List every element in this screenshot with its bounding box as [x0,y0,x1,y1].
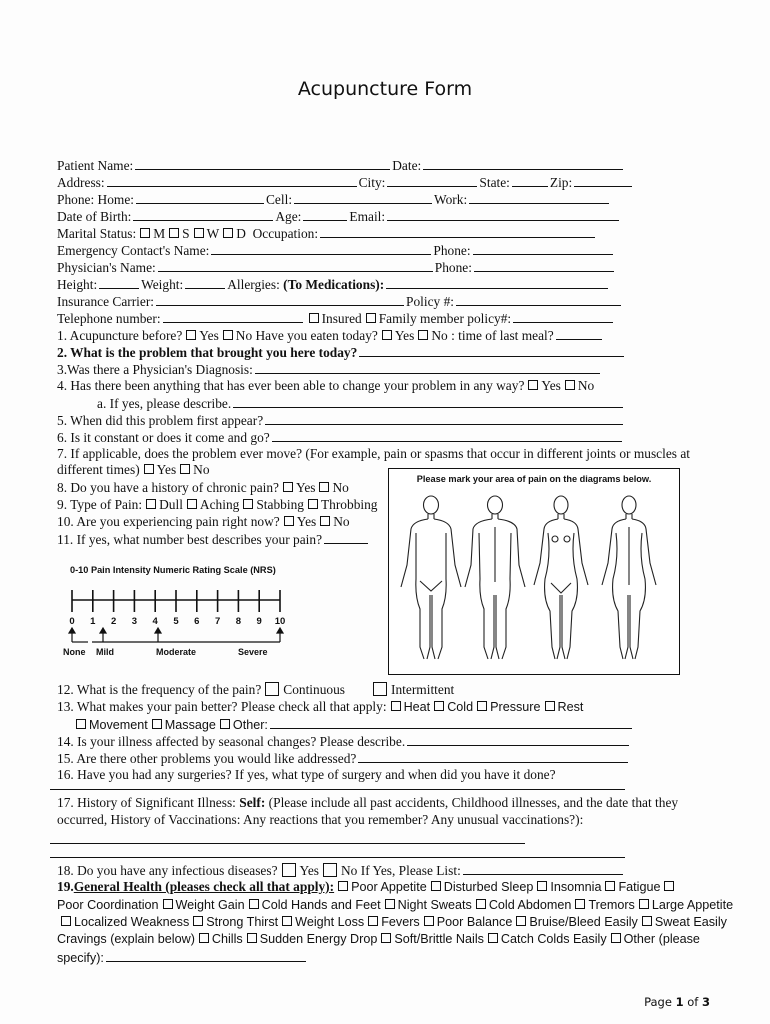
family-policy-field[interactable] [513,310,613,323]
telephone-number-field[interactable] [163,310,303,323]
q10-label: 10. Are you experiencing pain right now? [57,514,280,529]
specify-field[interactable] [106,949,306,962]
row-q17c [57,812,737,828]
male-front-figure[interactable] [401,496,461,659]
q4a-field[interactable] [233,395,623,408]
nrs-number-1: 1 [90,616,96,627]
large-appetite-label: Large Appetite [651,898,734,912]
nrs-label-severe: Severe [238,647,268,657]
label-insured: Insured [321,311,362,326]
label-physician-phone: Phone: [434,260,472,275]
last-meal-field[interactable] [556,327,602,340]
policy-field[interactable] [456,293,621,306]
q7-no-label: No [193,462,210,477]
marital-s-checkbox[interactable] [169,228,179,238]
q10-yes-label: Yes [296,514,317,529]
row-marital [57,225,737,241]
q1-label: 1. Acupuncture before? [57,328,183,343]
catch-colds-checkbox[interactable] [488,933,498,943]
q17-answer-line-2[interactable] [50,857,625,858]
q1-last-meal-label: : time of last meal? [451,328,554,343]
strong-thirst-label: Strong Thirst [206,915,279,929]
row-q19c [57,914,737,930]
fatigue-checkbox[interactable] [605,881,615,891]
pain-stabbing-checkbox[interactable] [243,499,253,509]
work-field[interactable] [469,191,609,204]
row-address [57,174,737,190]
nrs-number-5: 5 [173,616,179,627]
fevers-label: Fevers [381,915,420,929]
cell-field[interactable] [294,191,432,204]
tremors-checkbox[interactable] [575,899,585,909]
movement-label: Movement [89,718,148,732]
chills-label: Chills [211,932,243,946]
nrs-number-9: 9 [256,616,262,627]
q13-label: 13. What makes your pain better? Please check all that apply: [57,699,387,714]
row-q19b [57,897,737,913]
q8-label: 8. Do you have a history of chronic pain? [57,480,279,495]
q3-label: 3.Was there a Physician's Diagnosis: [57,362,253,377]
q9-label: 9. Type of Pain: [57,497,143,512]
q8-yes-checkbox[interactable] [283,482,293,492]
weight-loss-label: Weight Loss [295,915,365,929]
q4-label: 4. Has there been anything that has ever been able to change your problem in any way? [57,378,525,393]
label-emergency-phone: Phone: [433,243,471,258]
other-field[interactable] [270,716,632,729]
label-age: Age: [275,209,302,224]
q5-field[interactable] [265,412,623,425]
q18-list-field[interactable] [463,862,623,875]
row-q1 [57,327,737,343]
q4-no-label: No [577,378,595,393]
label-marital-m: M [153,226,166,241]
cold-abdomen-label: Cold Abdomen [488,898,572,912]
fatigue-label: Fatigue [618,880,661,894]
page-of: of [687,995,699,1009]
label-to-medications: (To Medications): [283,277,385,292]
page-number [644,995,710,1009]
page-current: 1 [675,995,684,1009]
nrs-label-mild: Mild [96,647,114,657]
form-title: Acupuncture Form [297,78,473,100]
label-telephone-number: Telephone number: [57,311,161,326]
pressure-label: Pressure [490,700,541,714]
bruise-bleed-checkbox[interactable] [516,916,526,926]
bruise-bleed-label: Bruise/Bleed Easily [529,915,638,929]
sudden-energy-drop-label: Sudden Energy Drop [259,932,378,946]
heat-checkbox[interactable] [391,701,401,711]
q10-no-label: No [333,514,350,529]
row-q6 [57,429,737,445]
q2-field[interactable] [359,344,624,357]
weight-field[interactable] [185,276,225,289]
pain-diagram-box[interactable] [388,468,680,675]
massage-label: Massage [164,718,216,732]
occupation-field[interactable] [320,225,595,238]
cold-abdomen-checkbox[interactable] [476,899,486,909]
row-q3 [57,361,737,377]
nrs-label-none: None [63,647,86,657]
q3-field[interactable] [255,361,600,374]
q16-label: 16. Have you had any surgeries? If yes, what type of surgery and when did you have it done? [57,767,556,782]
pain-aching-checkbox[interactable] [187,499,197,509]
row-q16 [57,767,737,783]
row-q19d [57,931,737,947]
nrs-number-4: 4 [152,616,158,627]
q18-yes-checkbox[interactable] [282,863,296,877]
pain-stabbing-label: Stabbing [256,497,304,512]
q6-label: 6. Is it constant or does it come and go? [57,430,270,445]
disturbed-sleep-checkbox[interactable] [431,881,441,891]
date-field[interactable] [423,157,623,170]
row-q13 [57,699,737,715]
soft-brittle-nails-label: Soft/Brittle Nails [394,932,484,946]
nrs-title: 0-10 Pain Intensity Numeric Rating Scale (NRS) [70,565,276,575]
state-field[interactable] [512,174,548,187]
insomnia-checkbox[interactable] [537,881,547,891]
label-physician-name: Physician's Name: [57,260,156,275]
label-dob: Date of Birth: [57,209,132,224]
q10-yes-checkbox[interactable] [284,516,294,526]
row-q10 [57,514,377,530]
night-sweats-label: Night Sweats [397,898,472,912]
q2-label: 2. What is the problem that brought you here today? [57,345,358,360]
height-field[interactable] [99,276,139,289]
row-q12 [57,682,737,698]
label-occupation: Occupation: [252,226,319,241]
row-emergency [57,242,737,258]
dob-field[interactable] [133,208,273,221]
row-q5 [57,412,737,428]
q7-yes-label: Yes [156,462,177,477]
intermittent-label: Intermittent [391,682,455,697]
family-member-checkbox[interactable] [366,313,376,323]
chills-checkbox[interactable] [199,933,209,943]
weight-gain-checkbox[interactable] [163,899,173,909]
row-dob [57,208,737,224]
localized-weakness-checkbox[interactable] [61,916,71,926]
label-weight: Weight: [141,277,184,292]
row-q17 [57,795,737,811]
nrs-number-0: 0 [69,616,75,627]
intermittent-checkbox[interactable] [373,682,387,696]
poor-balance-checkbox[interactable] [424,916,434,926]
heat-label: Heat [403,700,431,714]
row-q18 [57,862,737,878]
q1-eaten-yes-label: Yes [394,328,415,343]
label-state: State: [479,175,510,190]
q18-yes-label: Yes [299,863,319,878]
address-field[interactable] [107,174,357,187]
nrs-bracket-arrows [69,628,283,642]
page-label: Page [644,995,672,1009]
q6-field[interactable] [272,429,622,442]
q11-label: 11. If yes, what number best describes your pain? [57,532,323,547]
q4-no-checkbox[interactable] [565,380,575,390]
label-allergies: Allergies: [227,277,280,292]
q17-instructions: (Please include all past accidents, Childhood illnesses, and the date that they [268,795,679,810]
label-address: Address: [57,175,105,190]
continuous-label: Continuous [283,682,346,697]
q4-yes-label: Yes [541,378,561,393]
poor-coordination-label: Poor Coordination [57,898,159,912]
q7-no-checkbox[interactable] [180,464,190,474]
cravings-label: Cravings (explain below) [57,932,195,946]
specify-label: specify): [57,951,104,965]
fevers-checkbox[interactable] [368,916,378,926]
massage-checkbox[interactable] [152,719,162,729]
phone-home-field[interactable] [136,191,264,204]
cold-hands-feet-label: Cold Hands and Feet [261,898,381,912]
marital-m-checkbox[interactable] [140,228,150,238]
label-marital-w: W [206,226,220,241]
other-health-checkbox[interactable] [611,933,621,943]
q11-field[interactable] [324,531,368,544]
patient-name-field[interactable] [135,157,390,170]
label-work: Work: [434,192,468,207]
poor-appetite-label: Poor Appetite [351,880,427,894]
nrs-number-7: 7 [214,616,221,627]
label-family-policy: Family member policy#: [378,311,512,326]
poor-appetite-checkbox[interactable] [338,881,348,891]
q1-eaten-no-checkbox[interactable] [418,330,428,340]
label-cell: Cell: [266,192,293,207]
physician-name-field[interactable] [158,259,433,272]
female-back-figure[interactable] [602,496,656,659]
q7-label: 7. If applicable, does the problem ever move? (For example, pain or spasms that occur in different joints or muscles at [57,446,691,461]
poor-coordination-checkbox[interactable] [664,881,674,891]
insomnia-label: Insomnia [550,880,602,894]
row-phone [57,191,737,207]
label-marital-status: Marital Status: [57,226,137,241]
physician-phone-field[interactable] [474,259,614,272]
row-q14 [57,733,737,749]
q1-no-checkbox[interactable] [223,330,233,340]
tremors-label: Tremors [588,898,635,912]
emergency-phone-field[interactable] [473,242,613,255]
q14-label: 14. Is your illness affected by seasonal changes? Please describe. [57,734,406,749]
nrs-label-moderate: Moderate [156,647,197,657]
marital-d-checkbox[interactable] [223,228,233,238]
continuous-checkbox[interactable] [265,682,279,696]
nrs-scale [58,580,308,660]
row-insurance [57,293,737,309]
q1-yes-checkbox[interactable] [186,330,196,340]
cold-label: Cold [447,700,474,714]
row-q7 [57,446,737,462]
nrs-number-8: 8 [235,616,242,627]
q10-no-checkbox[interactable] [320,516,330,526]
q7b-label: different times) [57,462,140,477]
row-telephone [57,310,737,326]
q1-eaten-label: Have you eaten today? [255,328,378,343]
insurance-carrier-field[interactable] [156,293,404,306]
rest-checkbox[interactable] [545,701,555,711]
nrs-number-2: 2 [110,616,117,627]
female-front-figure[interactable] [534,496,588,659]
label-city: City: [358,175,386,190]
label-policy: Policy #: [406,294,455,309]
q8-yes-label: Yes [296,480,316,495]
emergency-contact-field[interactable] [211,242,431,255]
q19-heading: General Health (pleases check all that apply): [73,879,335,894]
label-marital-d: D [236,226,246,241]
q5-label: 5. When did this problem first appear? [57,413,264,428]
email-field[interactable] [387,208,619,221]
label-insurance-carrier: Insurance Carrier: [57,294,155,309]
city-field[interactable] [387,174,477,187]
cold-checkbox[interactable] [434,701,444,711]
label-emergency-contact: Emergency Contact's Name: [57,243,210,258]
q1-eaten-no-label: No [431,328,448,343]
sweat-easily-checkbox[interactable] [642,916,652,926]
q18-no-label: No [341,863,358,878]
q12-label: 12. What is the frequency of the pain? [57,682,262,697]
q18-label: 18. Do you have any infectious diseases? [57,863,278,878]
label-height: Height: [57,277,98,292]
row-height-weight [57,276,737,292]
allergies-field[interactable] [386,276,608,289]
disturbed-sleep-label: Disturbed Sleep [443,880,534,894]
page-total: 3 [701,995,710,1009]
large-appetite-checkbox[interactable] [639,899,649,909]
q1-eaten-yes-checkbox[interactable] [382,330,392,340]
soft-brittle-nails-checkbox[interactable] [381,933,391,943]
row-q4a [57,395,770,411]
weight-gain-label: Weight Gain [175,898,245,912]
body-diagrams[interactable] [389,487,679,672]
q4-yes-checkbox[interactable] [528,380,538,390]
nrs-number-10: 10 [274,616,286,627]
poor-balance-label: Poor Balance [436,915,513,929]
other-checkbox[interactable] [220,719,230,729]
other-label: Other: [232,718,268,732]
sudden-energy-drop-checkbox[interactable] [247,933,257,943]
pain-throbbing-checkbox[interactable] [308,499,318,509]
q7-yes-checkbox[interactable] [144,464,154,474]
row-q19 [57,879,737,895]
q1-no-label: No [235,328,253,343]
row-physician [57,259,737,275]
label-zip: Zip: [549,175,573,190]
insured-checkbox[interactable] [309,313,319,323]
rest-label: Rest [557,700,584,714]
pressure-checkbox[interactable] [477,701,487,711]
age-field[interactable] [303,208,347,221]
q8-no-checkbox[interactable] [319,482,329,492]
other-health-label: Other (please [623,932,700,946]
label-date: Date: [392,158,422,173]
q18-list-label: If Yes, Please List: [360,863,461,878]
label-phone-home: Phone: Home: [57,192,134,207]
row-q19e [57,949,737,965]
sweat-easily-label: Sweat Easily [654,915,727,929]
pain-aching-label: Aching [199,497,240,512]
zip-field[interactable] [574,174,632,187]
q15-field[interactable] [358,750,628,763]
marital-w-checkbox[interactable] [194,228,204,238]
row-q15 [57,750,737,766]
cold-hands-feet-checkbox[interactable] [249,899,259,909]
row-q2 [57,344,737,360]
q4a-label: a. If yes, please describe. [97,396,232,411]
label-patient-name: Patient Name: [57,158,134,173]
q15-label: 15. Are there other problems you would like addressed? [57,751,357,766]
pain-dull-label: Dull [159,497,183,512]
movement-checkbox[interactable] [76,719,86,729]
weight-loss-checkbox[interactable] [282,916,292,926]
q19-number: 19. [57,879,74,894]
q16-answer-line[interactable] [50,789,625,790]
nrs-ruler [72,590,280,612]
label-marital-s: S [182,226,190,241]
row-q9 [57,497,377,513]
q17-self-label: Self: [239,795,266,810]
row-q13b [57,716,752,732]
night-sweats-checkbox[interactable] [385,899,395,909]
q17c-label: occurred, History of Vaccinations: Any reactions that you remember? Any unusual vaccinations?): [57,812,584,827]
q14-field[interactable] [407,733,629,746]
catch-colds-label: Catch Colds Easily [500,932,607,946]
diagram-title: Please mark your area of pain on the diagrams below. [416,474,652,484]
q17-label: 17. History of Significant Illness: [57,795,236,810]
q17-answer-line[interactable] [50,843,525,844]
row-q8 [57,480,377,496]
q8-no-label: No [332,480,349,495]
label-email: Email: [349,209,386,224]
pain-throbbing-label: Throbbing [320,497,378,512]
row-q4 [57,378,737,394]
strong-thirst-checkbox[interactable] [193,916,203,926]
q1-yes-label: Yes [199,328,219,343]
pain-dull-checkbox[interactable] [146,499,156,509]
localized-weakness-label: Localized Weakness [74,915,190,929]
nrs-number-6: 6 [194,616,200,627]
nrs-number-3: 3 [131,616,138,627]
male-back-figure[interactable] [465,496,525,659]
row-patient-name [57,157,737,173]
q18-no-checkbox[interactable] [323,863,337,877]
row-q11 [57,531,377,547]
